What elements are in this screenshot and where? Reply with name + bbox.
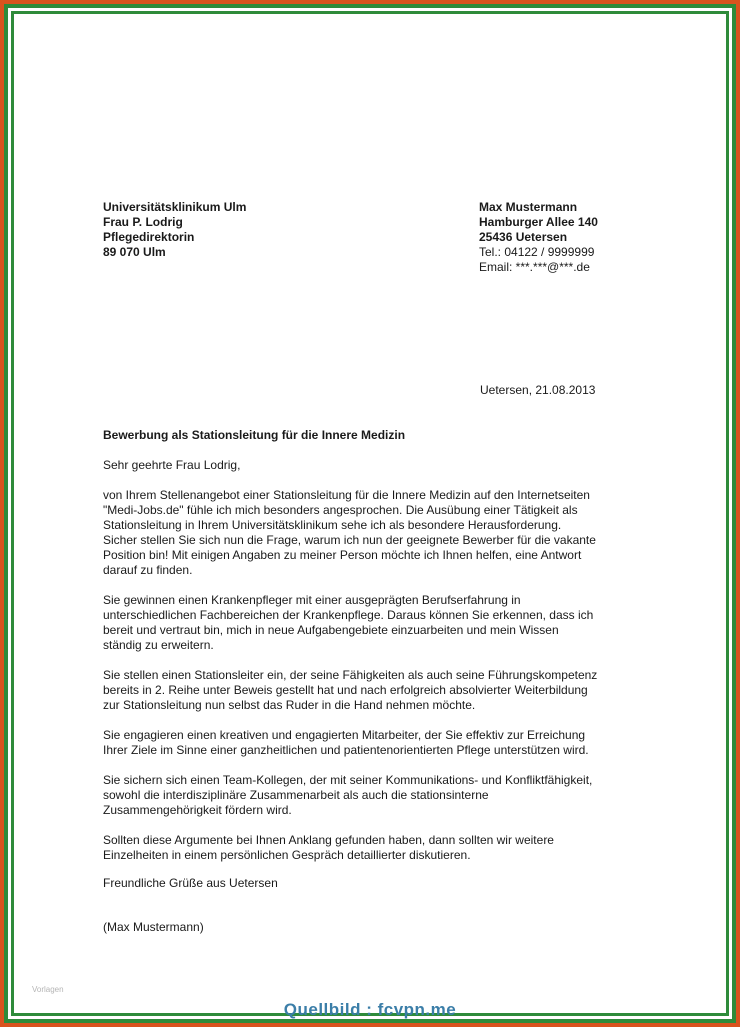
sender-phone: Tel.: 04122 / 9999999	[479, 245, 595, 259]
letter-body	[103, 488, 643, 878]
sender-email: Email: ***.***@***.de	[479, 260, 590, 274]
sender-street: Hamburger Allee 140	[479, 215, 598, 229]
letter-closing: Freundliche Grüße aus Uetersen	[103, 876, 278, 890]
paragraph: Sollten diese Argumente bei Ihnen Anklang gefunden haben, dann sollten wir weitere Einzelheiten in einem persönlichen Gespräch detaillierter diskutieren.	[103, 833, 554, 862]
paragraph: Sie sichern sich einen Team-Kollegen, der mit seiner Kommunikations- und Konfliktfähigkeit, sowohl die interdisziplinäre Zusammenarbeit als auch die stationsinterne Zusammengehörigkeit fördern wird.	[103, 773, 593, 817]
sender-address	[479, 200, 598, 275]
paragraph: Sie stellen einen Stationsleiter ein, der seine Fähigkeiten als auch seine Führungskompetenz bereits in 2. Reihe unter Beweis gestellt hat und nach erfolgreich absolvierter Weiterbildung zur Stationsleitung nun selbst das Ruder in die Hand nehmen möchte.	[103, 668, 598, 712]
paragraph: Sie gewinnen einen Krankenpfleger mit einer ausgeprägten Berufserfahrung in unterschiedlichen Fachbereichen der Krankenpflege. Daraus können Sie erkennen, dass ich bereit und vertraut bin, mich in neue Aufgabengebiete einzuarbeiten und mein Wissen ständig zu erweitern.	[103, 593, 594, 652]
paragraph: von Ihrem Stellenangebot einer Stationsleitung für die Innere Medizin auf den Internetseiten "Medi-Jobs.de" fühle ich mich besonders angesprochen. Die Ausübung einer Tätigkeit als Stationsleitung in Ihrem Universitätsklinikum sehe ich als besondere Herausforderung. Sicher stellen Sie sich nun die Frage, warum ich nun der geeignete Bewerber für die vakante Position bin! Mit einigen Angaben zu meiner Person möchte ich Ihnen helfen, eine Antwort darauf zu finden.	[103, 488, 596, 577]
letter-salutation: Sehr geehrte Frau Lodrig,	[103, 458, 241, 472]
recipient-address	[103, 200, 246, 260]
source-credit: Quellbild : fcvpn.me	[283, 1000, 457, 1019]
letter-date: Uetersen, 21.08.2013	[480, 383, 596, 397]
recipient-title: Pflegedirektorin	[103, 230, 195, 244]
recipient-city: 89 070 Ulm	[103, 245, 166, 259]
letter-signature: (Max Mustermann)	[103, 920, 204, 934]
sender-city: 25436 Uetersen	[479, 230, 568, 244]
letter-page	[14, 14, 726, 1013]
recipient-organization: Universitätsklinikum Ulm	[103, 200, 247, 214]
letter-subject: Bewerbung als Stationsleitung für die Innere Medizin	[103, 428, 406, 442]
paragraph: Sie engagieren einen kreativen und engagierten Mitarbeiter, der Sie effektiv zur Erreichung Ihrer Ziele im Sinne einer ganzheitlichen und patientenorientierten Pflege unterstützen wird.	[103, 728, 589, 757]
recipient-name: Frau P. Lodrig	[103, 215, 183, 229]
vorlagen-watermark: Vorlagen	[32, 985, 64, 994]
sender-name: Max Mustermann	[479, 200, 578, 214]
